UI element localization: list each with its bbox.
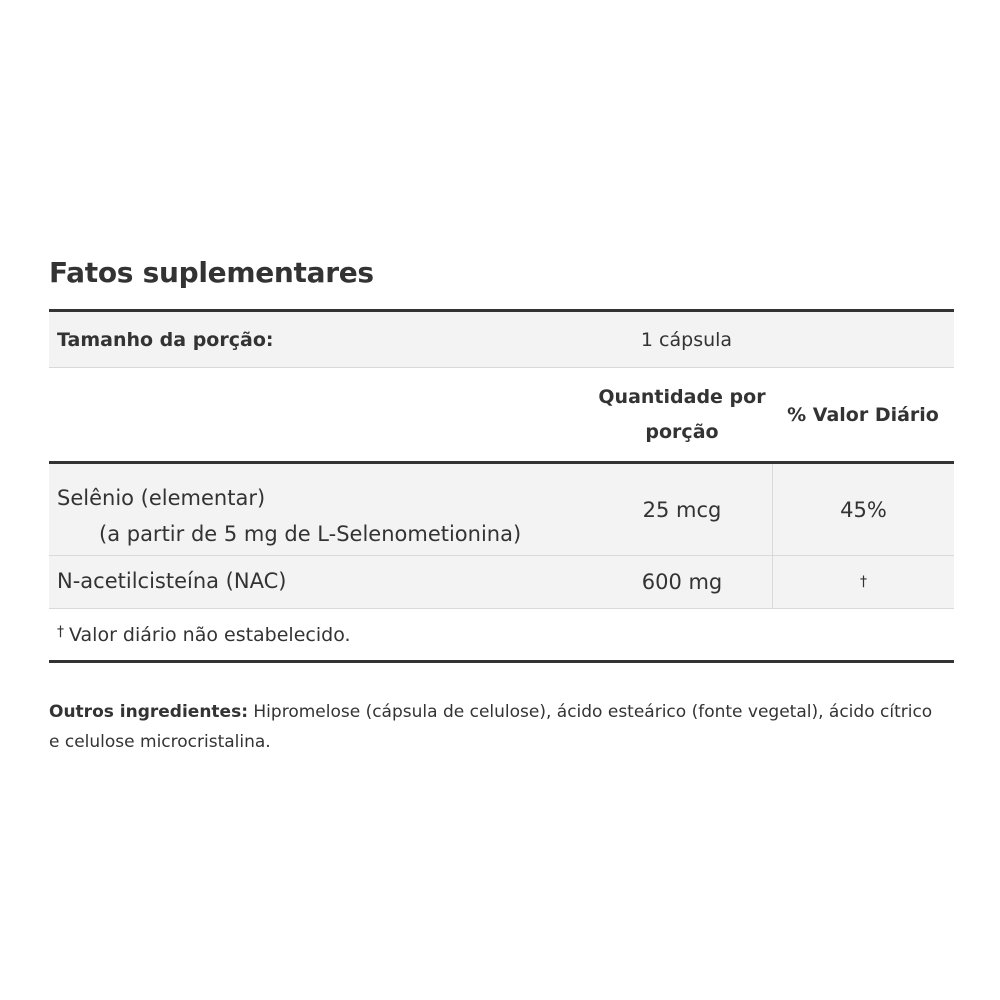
quantity-header-line-1: Quantidade por <box>598 385 766 408</box>
nutrient-quantity: 25 mcg <box>642 497 722 522</box>
nutrient-name: Selênio (elementar) <box>57 486 266 510</box>
nutrient-daily-value: 45% <box>772 464 954 555</box>
nutrient-row-nac <box>49 556 954 609</box>
serving-size-row <box>49 312 954 368</box>
daily-value-header: % Valor Diário <box>787 403 939 426</box>
other-ingredients <box>49 697 939 757</box>
nutrient-row-selenium <box>49 464 954 556</box>
page-title: Fatos suplementares <box>49 256 374 289</box>
column-header-row <box>49 368 954 461</box>
serving-size-value: 1 cápsula <box>640 328 733 351</box>
nutrient-name-cell <box>49 464 592 555</box>
quantity-per-serving-header <box>592 380 772 450</box>
quantity-header-line-2: porção <box>645 420 719 443</box>
bottom-rule <box>49 660 954 663</box>
other-ingredients-label: Outros ingredientes: <box>49 702 248 722</box>
nutrient-name: N-acetilcisteína (NAC) <box>57 569 287 593</box>
serving-size-label: Tamanho da porção: <box>57 328 274 351</box>
nutrient-daily-value: † <box>772 556 954 608</box>
nutrient-quantity: 600 mg <box>641 570 723 594</box>
footnote-text: Valor diário não estabelecido. <box>69 623 351 646</box>
supplement-facts-table <box>49 309 954 663</box>
other-ingredients-text: Hipromelose (cápsula de celulose), ácido esteárico (fonte vegetal), ácido cítrico e celulose microcristalina. <box>49 702 933 752</box>
dagger-symbol: † <box>57 623 64 640</box>
footnote <box>49 609 954 660</box>
nutrient-source: (a partir de 5 mg de L-Selenometionina) <box>99 522 522 546</box>
